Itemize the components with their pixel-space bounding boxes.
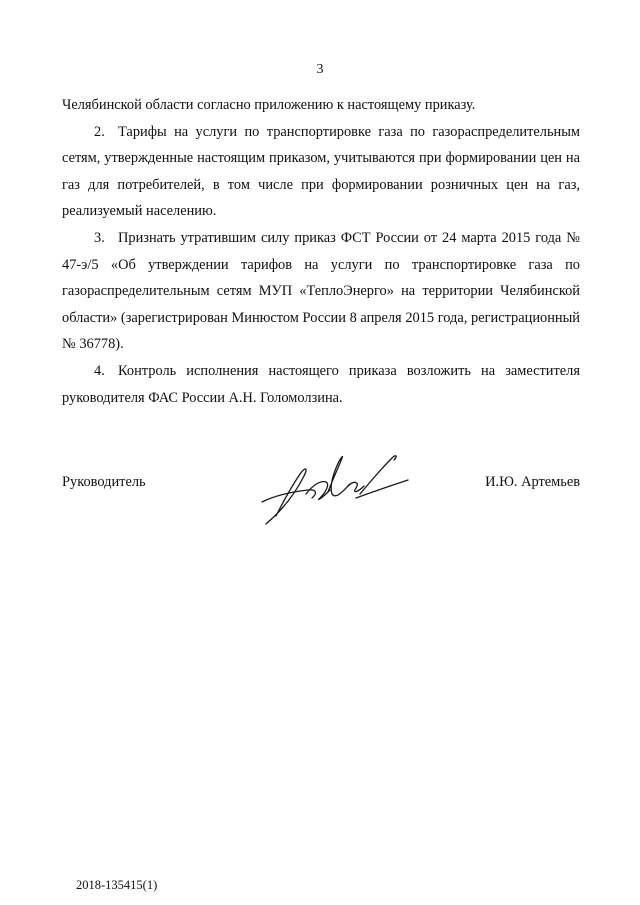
paragraph-3 [62,225,580,358]
paragraph-1 [62,92,580,119]
paragraph-2-number: 2. [94,123,105,140]
paragraph-2-text: Тарифы на услуги по транспортировке газа по газораспределительным сетям, утвержденные настоящим приказом, учитываются при формировании цен на газ для потребителей, в том числе при формировании розничных цен на газ, реализуемый населению. [62,123,580,220]
signer-title: Руководитель [62,474,146,490]
paragraph-2 [62,119,580,225]
signer-name: И.Ю. Артемьев [485,474,580,490]
paragraph-1-text: Челябинской области согласно приложению к настоящему приказу. [62,97,476,113]
signature-block [62,446,580,536]
paragraph-4-text: Контроль исполнения настоящего приказа возложить на заместителя руководителя ФАС России А.Н. Голомолзина. [62,362,580,406]
document-id: 2018-135415(1) [76,878,158,892]
paragraph-4-number: 4. [94,362,105,379]
handwritten-signature [260,446,410,532]
paragraph-4 [62,358,580,411]
paragraph-3-number: 3. [94,229,105,246]
page-number: 3 [316,62,324,77]
paragraph-3-text: Признать утратившим силу приказ ФСТ России от 24 марта 2015 года № 47-э/5 «Об утверждении тарифов на услуги по транспортировке газа по газораспределительным сетям МУП «ТеплоЭнерго» на территории Челябинской области» (зарегистрирован Минюстом России 8 апреля 2015 года, регистрационный № 36778). [62,229,580,353]
document-body [62,92,580,411]
